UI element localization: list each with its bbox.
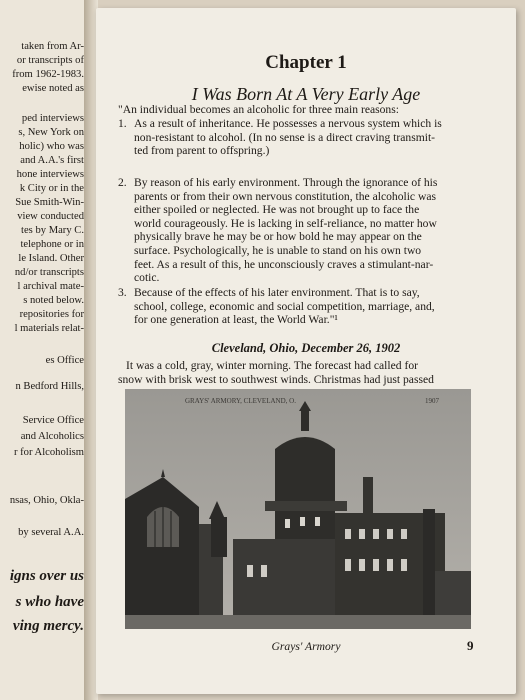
left-page-line: and A.A.'s first	[20, 155, 84, 166]
page-number: 9	[467, 638, 474, 653]
right-page	[96, 8, 516, 694]
left-page-line: es Office	[45, 355, 84, 366]
reason-text	[134, 286, 498, 327]
left-page-line: Service Office	[22, 415, 84, 426]
armory-photo	[125, 389, 471, 629]
left-page-line: l archival mate-	[17, 281, 84, 292]
photo-year: 1907	[425, 397, 439, 405]
left-page-line: repositories for	[19, 309, 84, 320]
left-page-quote-line: ving mercy.	[12, 618, 84, 634]
left-page	[0, 0, 88, 700]
left-page-line: hone interviews	[16, 169, 84, 180]
reason-line: Because of the effects of his later environment. That is to say,	[134, 286, 420, 299]
left-page-line: Sue Smith-Win-	[15, 197, 84, 208]
reason-number: 1.	[118, 117, 127, 130]
left-page-line: from 1962-1983.	[12, 69, 84, 80]
left-page-line: nsas, Ohio, Okla-	[9, 495, 84, 506]
left-page-quote-line: igns over us	[9, 568, 84, 584]
left-page-line: l materials relat-	[14, 323, 84, 334]
reason-line: physically brave he may be or how bold he may appear on the	[134, 230, 422, 244]
reason-line: school, college, economic and social competition, marriage, and,	[134, 299, 435, 313]
left-page-line: ped interviews	[21, 113, 84, 124]
reason-line: ted from parent to offspring.)	[134, 144, 270, 158]
reason-number: 3.	[118, 286, 127, 299]
chapter-title: I Was Born At A Very Early Age	[191, 84, 421, 104]
paragraph-line: snow with brisk west to southwest winds. Christmas had just passed	[118, 372, 434, 386]
reason-line: By reason of his early environment. Through the ignorance of his	[134, 176, 438, 189]
reason-number: 2.	[118, 176, 127, 189]
left-page-line: or transcripts of	[16, 55, 84, 66]
photo-stamp: GRAYS' ARMORY, CLEVELAND, O.	[185, 397, 296, 405]
reason-line: surface. Psychologically, he is unable to stand on his own two	[134, 243, 422, 257]
chapter-number: Chapter 1	[265, 52, 347, 73]
reason-line: As a result of inheritance. He possesses a nervous system which is	[134, 117, 442, 130]
paragraph-line: It was a cold, gray, winter morning. The forecast had called for	[126, 359, 418, 372]
reason-line: parents or from their own nervous constitution, the alcoholic was	[134, 189, 437, 203]
reason-line: world courageously. He is lacking in self-reliance, no matter how	[134, 216, 437, 230]
armory-illustration	[125, 389, 471, 629]
reason-line: for one generation at least, the World War."¹	[134, 313, 338, 327]
left-page-line: s noted below.	[23, 295, 84, 306]
reason-line: non-resistant to alcohol. (In no sense is a direct craving transmit-	[134, 130, 436, 144]
left-page-line: telephone or in	[20, 239, 84, 250]
left-page-quote-line: s who have	[15, 594, 84, 610]
left-page-line: n Bedford Hills,	[15, 381, 84, 392]
left-page-line: tes by Mary C.	[21, 225, 84, 236]
intro-line: "An individual becomes an alcoholic for three main reasons:	[118, 103, 399, 116]
section-heading: Cleveland, Ohio, December 26, 1902	[211, 341, 401, 355]
left-page-line: view conducted	[17, 211, 84, 222]
reason-text	[134, 117, 498, 158]
left-page-line: k City or in the	[19, 183, 84, 194]
reason-line: either spoiled or neglected. He was not brought up to face the	[134, 203, 420, 217]
body-paragraph	[118, 359, 498, 386]
reason-line: feet. As a result of this, he unconsciously craves a stimulant-nar-	[134, 257, 434, 271]
left-page-line: le Island. Other	[18, 253, 84, 264]
left-page-line: ewise noted as	[22, 83, 84, 94]
photo-caption: Grays' Armory	[271, 640, 341, 653]
left-page-line: holic) who was	[19, 141, 84, 152]
left-page-line: s, New York on	[18, 127, 84, 138]
left-page-line: by several A.A.	[18, 527, 84, 538]
left-page-line: and Alcoholics	[20, 431, 84, 442]
left-page-line: taken from Ar-	[21, 41, 84, 52]
left-page-line: nd/or transcripts	[14, 267, 84, 278]
left-page-line: r for Alcoholism	[13, 447, 84, 458]
reason-text	[134, 176, 498, 285]
reason-line: cotic.	[134, 271, 160, 285]
